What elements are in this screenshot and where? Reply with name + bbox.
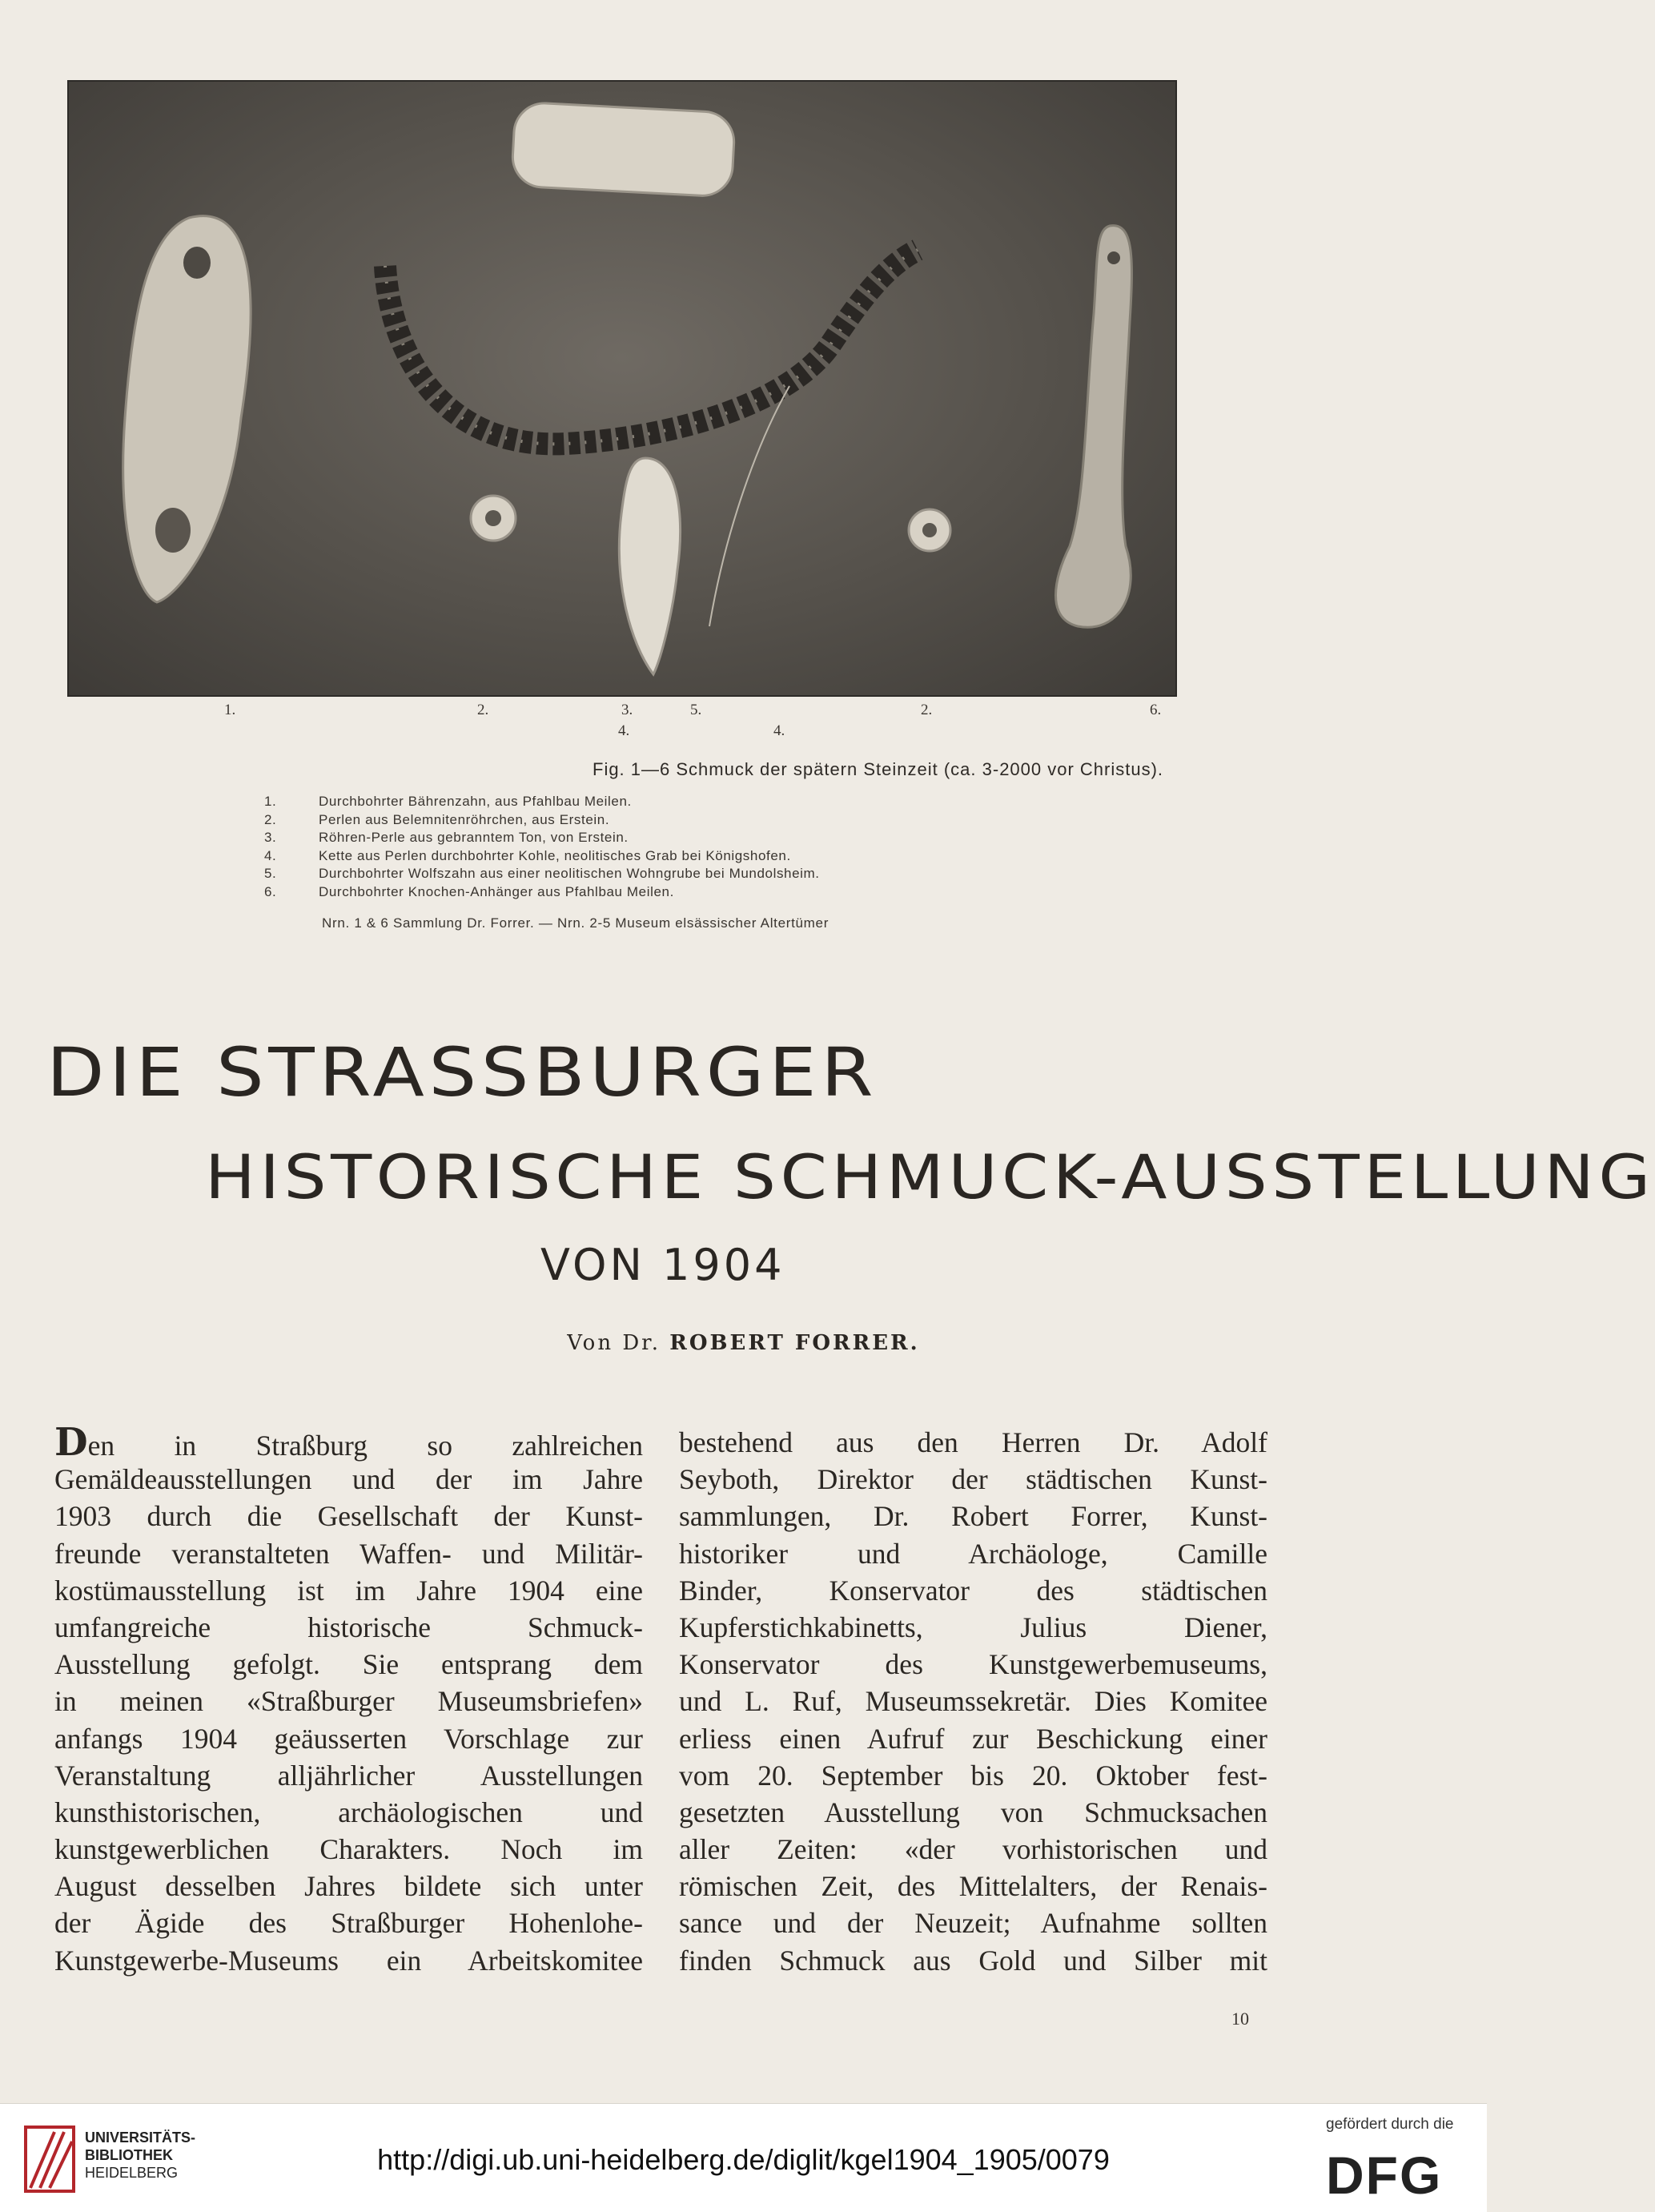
body-line: Binder, Konservator des städtischen bbox=[679, 1574, 1267, 1607]
dfg-logo[interactable]: DFG bbox=[1326, 2146, 1443, 2205]
page-number: 10 bbox=[1231, 2009, 1249, 2029]
body-line: aller Zeiten: «der vorhistorischen und bbox=[679, 1833, 1267, 1866]
jewelry-photo-illustration bbox=[69, 82, 1175, 695]
photo-number-2b: 2. bbox=[921, 702, 933, 718]
body-line: bestehend aus den Herren Dr. Adolf bbox=[679, 1426, 1267, 1458]
body-line: römischen Zeit, des Mittelalters, der Renais- bbox=[679, 1870, 1267, 1903]
body-line: gesetzten Ausstellung von Schmucksachen bbox=[679, 1796, 1267, 1828]
body-line: sammlungen, Dr. Robert Forrer, Kunst- bbox=[679, 1500, 1267, 1533]
body-line: erliess einen Aufruf zur Beschickung einer bbox=[679, 1722, 1267, 1755]
photo-number-6: 6. bbox=[1150, 702, 1162, 718]
body-line: Konservator des Kunstgewerbemuseums, bbox=[679, 1648, 1267, 1681]
author-name: ROBERT FORRER. bbox=[669, 1331, 920, 1355]
funding-label: gefördert durch die bbox=[1326, 2116, 1454, 2133]
photo-number-5: 5. bbox=[690, 702, 702, 718]
university-library-name[interactable]: UNIVERSITÄTS- BIBLIOTHEK HEIDELBERG bbox=[85, 2130, 196, 2181]
body-line: sance und der Neuzeit; Aufnahme sollten bbox=[679, 1907, 1267, 1940]
body-line: der Ägide des Straßburger Hohenlohe- bbox=[54, 1907, 643, 1940]
body-line: historiker und Archäologe, Camille bbox=[679, 1537, 1267, 1570]
author-prefix: Von Dr. bbox=[567, 1331, 661, 1355]
body-line: in meinen «Straßburger Museumsbriefen» bbox=[54, 1685, 643, 1718]
photo-number-2: 2. bbox=[477, 702, 489, 718]
title-line-1: DIE STRASSBURGER bbox=[46, 1033, 878, 1112]
figure-caption: Fig. 1—6 Schmuck der spätern Steinzeit (ca. 3-2000 vor Christus). bbox=[593, 759, 1164, 779]
body-line: August desselben Jahres bildete sich unter bbox=[54, 1870, 643, 1903]
photo-number-4b: 4. bbox=[773, 722, 785, 739]
body-column-right bbox=[679, 1424, 1267, 1979]
legend-item: 3. Röhren-Perle aus gebranntem Ton, von Erstein. bbox=[264, 830, 629, 845]
body-line: kostümausstellung ist im Jahre 1904 eine bbox=[54, 1574, 643, 1607]
title-line-2: HISTORISCHE SCHMUCK-AUSSTELLUNG bbox=[205, 1141, 1655, 1213]
body-line: und L. Ruf, Museumssekretär. Dies Komitee bbox=[679, 1685, 1267, 1718]
body-line: Den in Straßburg so zahlreichen bbox=[54, 1420, 643, 1465]
body-line: kunsthistorischen, archäologischen und bbox=[54, 1796, 643, 1828]
photo-number-1: 1. bbox=[224, 702, 236, 718]
body-line: Seyboth, Direktor der städtischen Kunst- bbox=[679, 1463, 1267, 1496]
body-line: Kunstgewerbe-Museums ein Arbeitskomitee bbox=[54, 1944, 643, 1977]
body-line: Kupferstichkabinetts, Julius Diener, bbox=[679, 1611, 1267, 1643]
figure-photograph bbox=[67, 80, 1177, 697]
photo-number-4a: 4. bbox=[618, 722, 630, 739]
body-line: Ausstellung gefolgt. Sie entsprang dem bbox=[54, 1648, 643, 1681]
legend-item: 4. Kette aus Perlen durchbohrter Kohle, neolitisches Grab bei Königshofen. bbox=[264, 847, 791, 863]
body-line: kunstgewerblichen Charakters. Noch im bbox=[54, 1833, 643, 1866]
body-line: vom 20. September bis 20. Oktober fest- bbox=[679, 1759, 1267, 1792]
figure-sources: Nrn. 1 & 6 Sammlung Dr. Forrer. — Nrn. 2-5 Museum elsässischer Altertümer bbox=[322, 915, 830, 931]
legend-item: 2. Perlen aus Belemnitenröhrchen, aus Erstein. bbox=[264, 811, 610, 827]
body-line: freunde veranstalteten Waffen- und Militär- bbox=[54, 1537, 643, 1570]
body-line: anfangs 1904 geäusserten Vorschlage zur bbox=[54, 1722, 643, 1755]
legend-item: 5. Durchbohrter Wolfszahn aus einer neolitischen Wohngrube bei Mundolsheim. bbox=[264, 866, 820, 881]
permalink-url[interactable]: http://digi.ub.uni-heidelberg.de/diglit/kgel1904_1905/0079 bbox=[377, 2143, 1110, 2176]
body-column-left bbox=[54, 1420, 643, 1979]
dropcap: D bbox=[54, 1420, 88, 1465]
figure-legend bbox=[264, 793, 985, 901]
body-line: Veranstaltung alljährlicher Ausstellungen bbox=[54, 1759, 643, 1792]
body-line: finden Schmuck aus Gold und Silber mit bbox=[679, 1944, 1267, 1977]
photo-number-3: 3. bbox=[621, 702, 633, 718]
legend-item: 1. Durchbohrter Bährenzahn, aus Pfahlbau Meilen. bbox=[264, 794, 632, 809]
body-line: Gemäldeausstellungen und der im Jahre bbox=[54, 1463, 643, 1496]
title-line-3: VON 1904 bbox=[540, 1240, 785, 1290]
author-byline bbox=[0, 1331, 1487, 1355]
legend-item: 6. Durchbohrter Knochen-Anhänger aus Pfahlbau Meilen. bbox=[264, 883, 674, 899]
body-line: umfangreiche historische Schmuck- bbox=[54, 1611, 643, 1643]
body-line: 1903 durch die Gesellschaft der Kunst- bbox=[54, 1500, 643, 1533]
